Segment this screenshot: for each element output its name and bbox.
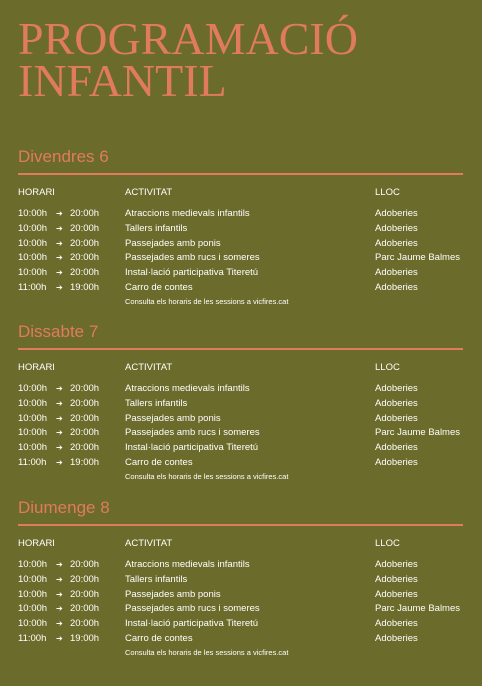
end-time: 19:00h — [70, 281, 100, 293]
start-time: 10:00h — [18, 603, 48, 615]
activity-name: Atraccions medievals infantils — [125, 208, 250, 220]
day-title: Divendres 6 — [18, 147, 109, 166]
arrow-right-icon: ➔ — [56, 618, 63, 628]
activity-name: Passejades amb ponis — [125, 237, 221, 249]
title-line-2: INFANTIL — [18, 55, 227, 106]
activity-place: Adoberies — [375, 573, 418, 585]
header-activity: ACTIVITAT — [125, 186, 173, 198]
end-time: 20:00h — [70, 237, 100, 249]
start-time: 10:00h — [18, 383, 48, 395]
start-time: 10:00h — [18, 412, 48, 424]
activity-name: Atraccions medievals infantils — [125, 383, 250, 395]
arrow-right-icon: ➔ — [56, 238, 63, 248]
start-time: 10:00h — [18, 427, 48, 439]
activity-name: Instal·lació participativa Titeretú — [125, 441, 259, 453]
activity-place: Adoberies — [375, 266, 418, 278]
activity-place: Adoberies — [375, 237, 418, 249]
end-time: 20:00h — [70, 383, 100, 395]
activity-place: Adoberies — [375, 559, 418, 571]
table-header — [18, 361, 463, 376]
end-time: 20:00h — [70, 222, 100, 234]
sessions-note: Consulta els horaris de les sessions a vicfires.cat — [125, 472, 289, 482]
header-time: HORARI — [18, 361, 55, 373]
activity-name: Passejades amb rucs i someres — [125, 252, 260, 264]
activity-name: Passejades amb ponis — [125, 412, 221, 424]
day-title: Diumenge 8 — [18, 498, 110, 517]
activity-place: Adoberies — [375, 588, 418, 600]
day-section — [18, 147, 463, 308]
activity-place: Adoberies — [375, 617, 418, 629]
end-time: 20:00h — [70, 603, 100, 615]
table-row — [18, 573, 463, 588]
table-row — [18, 602, 463, 617]
table-row — [18, 207, 463, 222]
table-row — [18, 441, 463, 456]
end-time: 20:00h — [70, 208, 100, 220]
table-row — [18, 237, 463, 252]
arrow-right-icon: ➔ — [56, 398, 63, 408]
activity-place: Parc Jaume Balmes — [375, 252, 461, 264]
sessions-note: Consulta els horaris de les sessions a vicfires.cat — [125, 648, 289, 658]
header-place: LLOC — [375, 361, 400, 373]
table-row — [18, 456, 463, 471]
arrow-right-icon: ➔ — [56, 589, 63, 599]
end-time: 20:00h — [70, 588, 100, 600]
header-time: HORARI — [18, 186, 55, 198]
end-time: 20:00h — [70, 441, 100, 453]
header-place: LLOC — [375, 537, 400, 549]
divider — [18, 173, 463, 175]
page-title — [18, 13, 358, 106]
table-row — [18, 397, 463, 412]
arrow-right-icon: ➔ — [56, 253, 63, 263]
start-time: 10:00h — [18, 266, 48, 278]
header-place: LLOC — [375, 186, 400, 198]
divider — [18, 524, 463, 526]
start-time: 10:00h — [18, 252, 48, 264]
header-activity: ACTIVITAT — [125, 537, 173, 549]
table-row — [18, 558, 463, 573]
arrow-right-icon: ➔ — [56, 604, 63, 614]
activity-name: Carro de contes — [125, 456, 193, 468]
start-time: 10:00h — [18, 559, 48, 571]
title-line-1: PROGRAMACIÓ — [18, 13, 358, 64]
activity-name: Passejades amb ponis — [125, 588, 221, 600]
activity-place: Adoberies — [375, 222, 418, 234]
activity-name: Passejades amb rucs i someres — [125, 603, 260, 615]
header-time: HORARI — [18, 537, 55, 549]
table-row — [18, 588, 463, 603]
table-header — [18, 186, 463, 201]
end-time: 20:00h — [70, 252, 100, 264]
start-time: 11:00h — [18, 456, 47, 468]
start-time: 10:00h — [18, 208, 48, 220]
end-time: 19:00h — [70, 632, 100, 644]
start-time: 10:00h — [18, 222, 48, 234]
end-time: 20:00h — [70, 397, 100, 409]
end-time: 20:00h — [70, 573, 100, 585]
arrow-right-icon: ➔ — [56, 428, 63, 438]
arrow-right-icon: ➔ — [56, 282, 63, 292]
end-time: 20:00h — [70, 427, 100, 439]
end-time: 20:00h — [70, 266, 100, 278]
start-time: 10:00h — [18, 237, 48, 249]
end-time: 20:00h — [70, 559, 100, 571]
table-row — [18, 266, 463, 281]
activity-place: Adoberies — [375, 281, 418, 293]
activity-name: Atraccions medievals infantils — [125, 559, 250, 571]
arrow-right-icon: ➔ — [56, 574, 63, 584]
activity-place: Parc Jaume Balmes — [375, 603, 461, 615]
activity-name: Carro de contes — [125, 632, 193, 644]
arrow-right-icon: ➔ — [56, 442, 63, 452]
start-time: 10:00h — [18, 588, 48, 600]
activity-name: Carro de contes — [125, 281, 193, 293]
activity-name: Instal·lació participativa Titeretú — [125, 266, 259, 278]
activity-place: Adoberies — [375, 456, 418, 468]
activity-place: Adoberies — [375, 412, 418, 424]
table-row — [18, 426, 463, 441]
arrow-right-icon: ➔ — [56, 209, 63, 219]
start-time: 10:00h — [18, 397, 48, 409]
start-time: 10:00h — [18, 573, 48, 585]
activity-place: Adoberies — [375, 383, 418, 395]
activity-name: Tallers infantils — [125, 397, 188, 409]
activity-name: Tallers infantils — [125, 573, 188, 585]
arrow-right-icon: ➔ — [56, 223, 63, 233]
arrow-right-icon: ➔ — [56, 267, 63, 277]
table-row — [18, 251, 463, 266]
sessions-note: Consulta els horaris de les sessions a vicfires.cat — [125, 297, 289, 307]
table-row — [18, 281, 463, 296]
table-row — [18, 222, 463, 237]
activity-name: Tallers infantils — [125, 222, 188, 234]
activity-place: Parc Jaume Balmes — [375, 427, 461, 439]
day-title: Dissabte 7 — [18, 322, 99, 341]
end-time: 20:00h — [70, 412, 100, 424]
activity-place: Adoberies — [375, 632, 418, 644]
day-section — [18, 322, 463, 483]
table-row — [18, 632, 463, 647]
arrow-right-icon: ➔ — [56, 413, 63, 423]
arrow-right-icon: ➔ — [56, 384, 63, 394]
start-time: 10:00h — [18, 617, 48, 629]
end-time: 20:00h — [70, 617, 100, 629]
activity-place: Adoberies — [375, 397, 418, 409]
activity-name: Passejades amb rucs i someres — [125, 427, 260, 439]
activity-place: Adoberies — [375, 441, 418, 453]
divider — [18, 348, 463, 350]
arrow-right-icon: ➔ — [56, 633, 63, 643]
header-activity: ACTIVITAT — [125, 361, 173, 373]
day-section — [18, 498, 463, 659]
activity-place: Adoberies — [375, 208, 418, 220]
table-row — [18, 617, 463, 632]
table-row — [18, 382, 463, 397]
table-header — [18, 537, 463, 552]
activity-name: Instal·lació participativa Titeretú — [125, 617, 259, 629]
arrow-right-icon: ➔ — [56, 560, 63, 570]
start-time: 11:00h — [18, 281, 47, 293]
end-time: 19:00h — [70, 456, 100, 468]
start-time: 10:00h — [18, 441, 48, 453]
table-row — [18, 412, 463, 427]
arrow-right-icon: ➔ — [56, 457, 63, 467]
start-time: 11:00h — [18, 632, 47, 644]
